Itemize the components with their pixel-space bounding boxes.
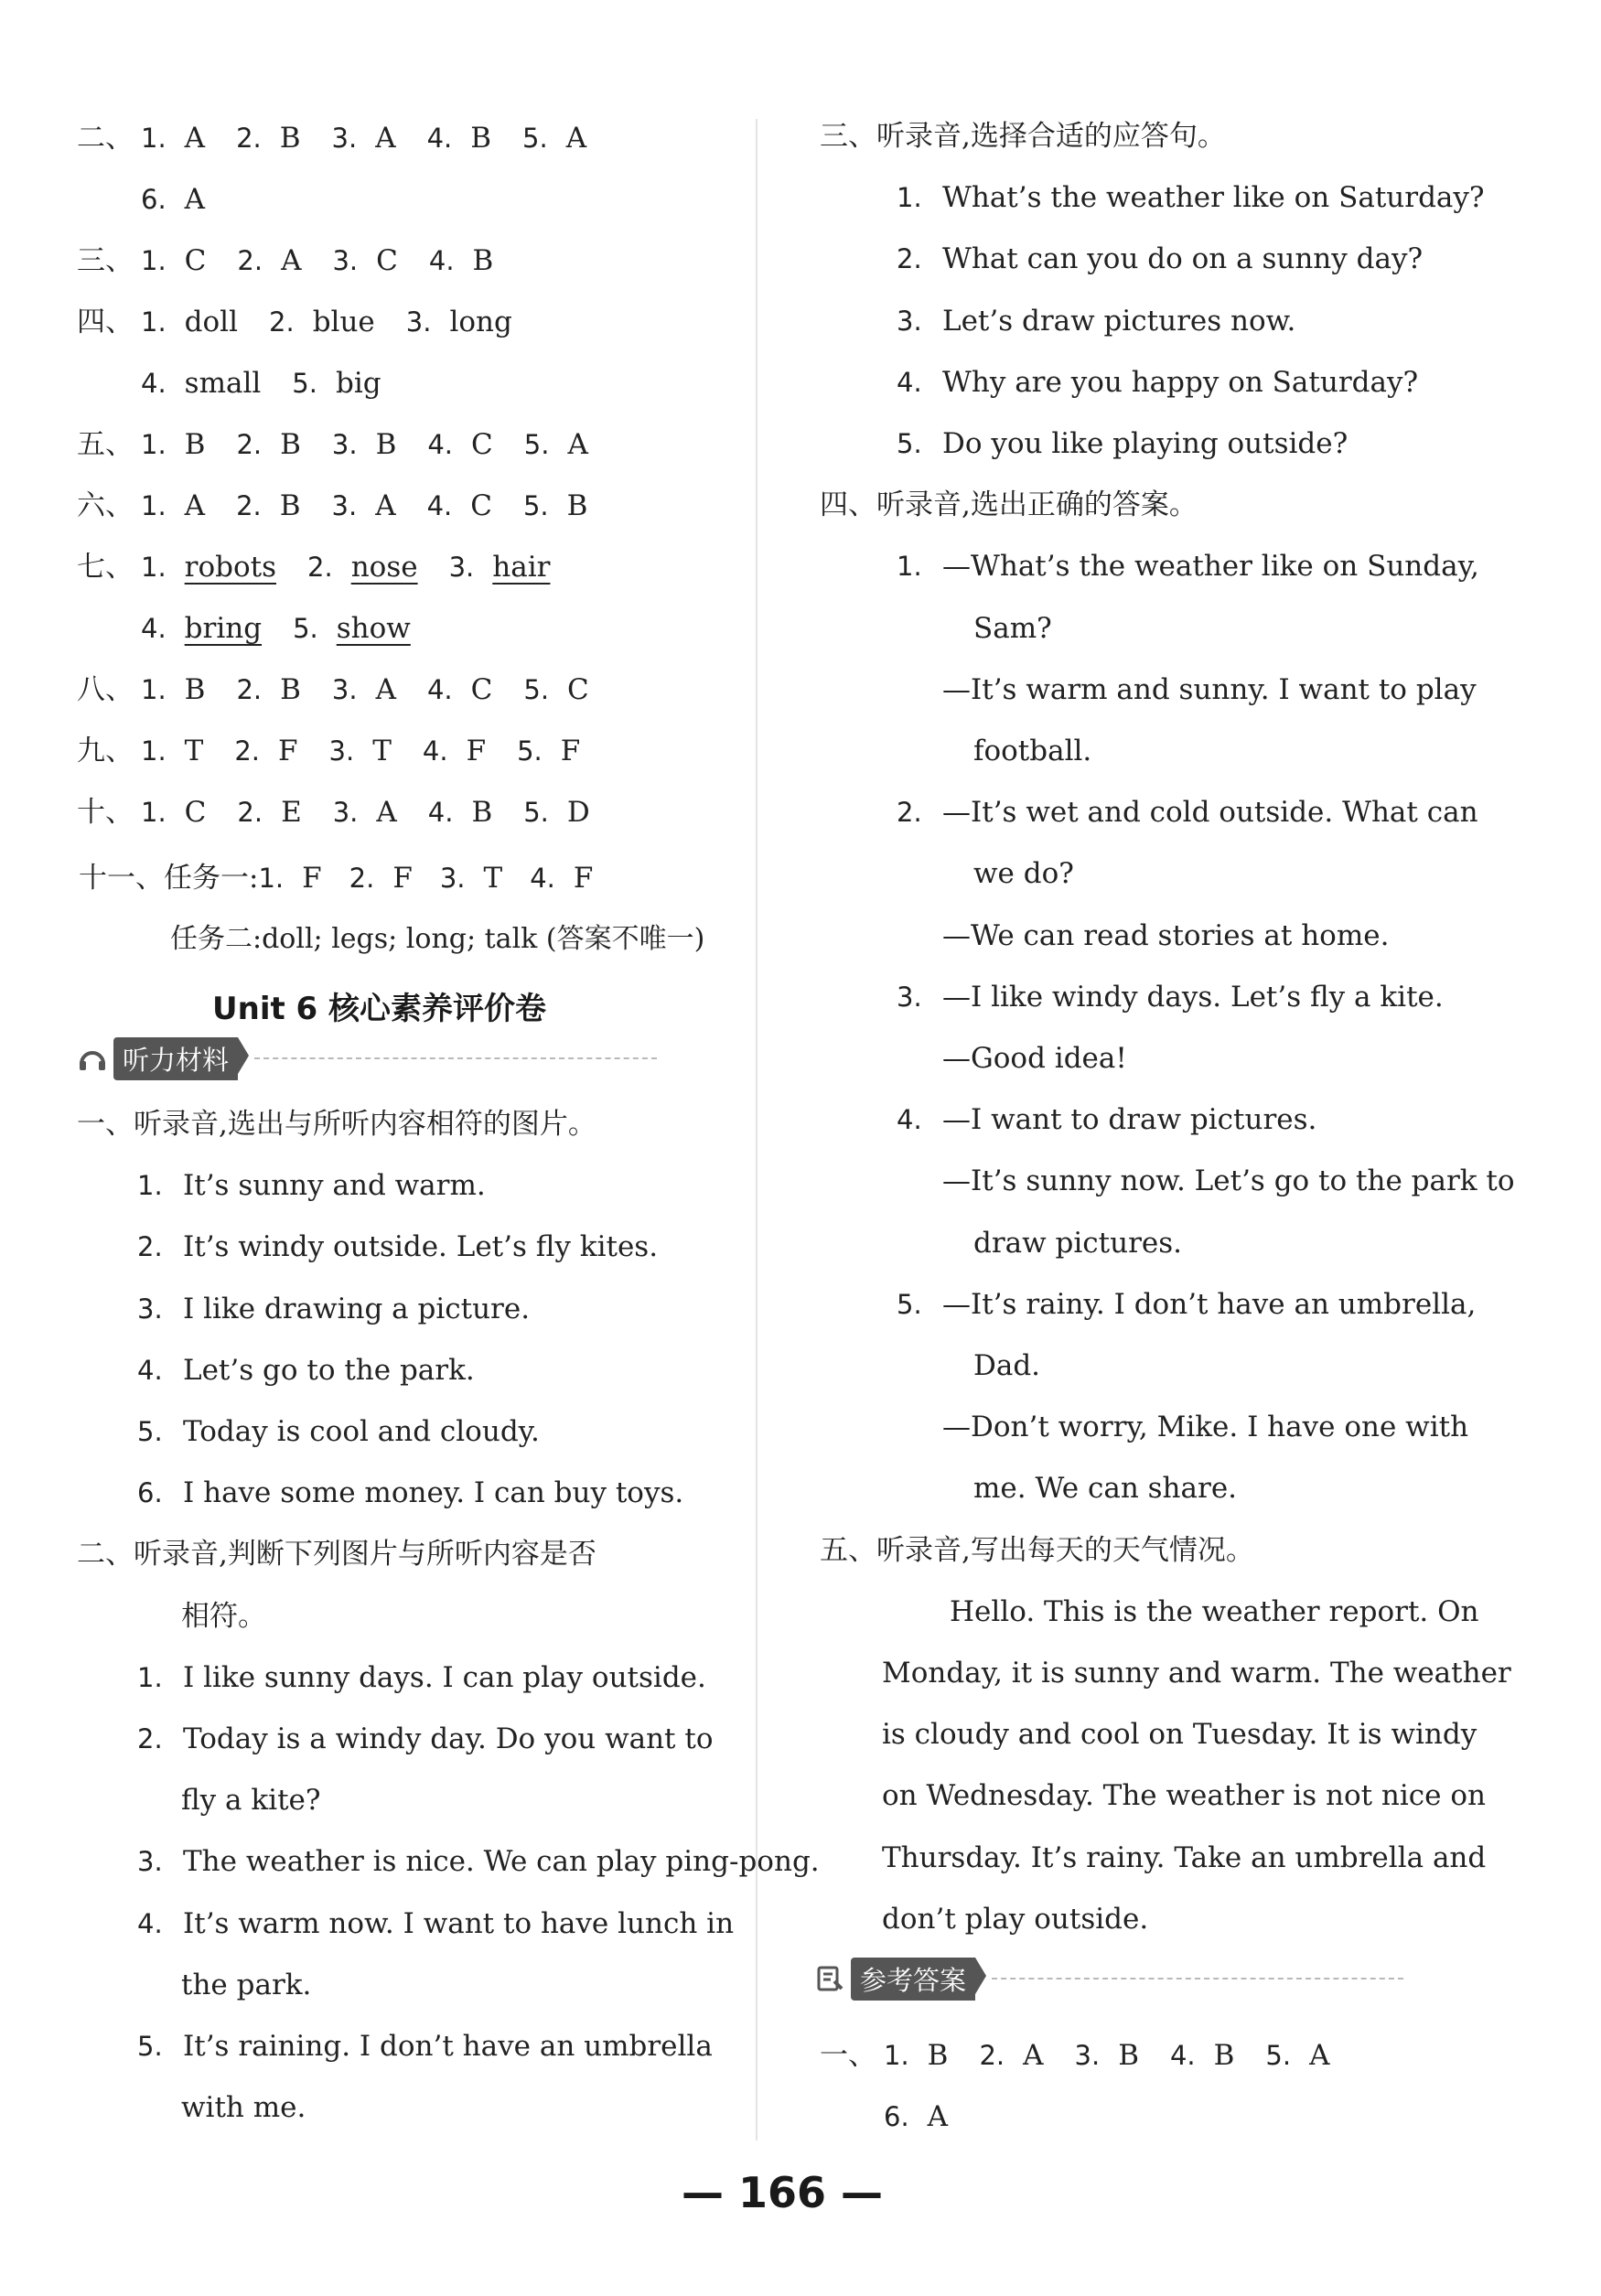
item-number: 5.	[137, 2031, 163, 2062]
dialogue-line: —Don’t worry, Mike. I have one with	[942, 1411, 1469, 1444]
item-number: 1.	[141, 429, 167, 460]
continuation-line: 相符。	[181, 1599, 266, 1633]
answer-item	[236, 124, 300, 153]
item-number: 3.	[332, 797, 359, 828]
list-item	[897, 427, 1348, 460]
item-number: 4.	[427, 429, 454, 460]
answer-value: C	[184, 244, 207, 277]
continuation-line: football.	[973, 735, 1092, 767]
answer-value: A	[565, 122, 587, 155]
item-number: 2.	[269, 306, 295, 338]
answer-row	[77, 796, 621, 829]
item-text: Do you like playing outside?	[942, 427, 1348, 460]
paragraph-line: on Wednesday. The weather is not nice on	[882, 1779, 1486, 1813]
answer-value: A	[1023, 2039, 1044, 2072]
answer-value: nose	[350, 551, 418, 584]
answer-value: C	[376, 244, 398, 277]
answer-item	[427, 124, 491, 153]
item-number: 3.	[331, 490, 358, 521]
item-number: 1.	[884, 2040, 909, 2071]
answer-item	[141, 489, 206, 522]
item-number: 4.	[897, 1104, 922, 1136]
dialogue-line: —It’s warm and sunny. I want to play	[942, 672, 1477, 706]
dialogue-line: —Good idea!	[942, 1042, 1127, 1075]
answer-value: B	[375, 428, 397, 461]
answer-item	[440, 864, 502, 893]
item-number: 3.	[331, 123, 358, 154]
answer-value: T	[483, 862, 503, 895]
listening-banner	[77, 1039, 657, 1078]
item-number: 2.	[236, 674, 263, 705]
item-number: 4.	[422, 735, 448, 767]
item-text: Today is a windy day. Do you want to	[183, 1722, 714, 1755]
answer-value: B	[472, 244, 494, 277]
item-text: It’s warm now. I want to have lunch in	[183, 1906, 735, 1940]
section-heading: 五、听录音,写出每天的天气情况。	[820, 1533, 1254, 1567]
answer-row	[884, 2100, 979, 2133]
item-text: —I want to draw pictures.	[942, 1103, 1317, 1137]
answer-item	[522, 489, 588, 522]
answer-value: C	[470, 489, 492, 522]
item-text: —What’s the weather like on Sunday,	[942, 550, 1479, 584]
answer-value: E	[281, 796, 302, 829]
section-label: 十一、	[79, 862, 164, 895]
answer-row	[141, 367, 413, 400]
item-text: I like drawing a picture.	[183, 1292, 531, 1325]
item-number: 2.	[897, 243, 922, 275]
item-text: What can you do on a sunny day?	[942, 242, 1424, 276]
answer-item	[141, 553, 276, 582]
item-number: 4.	[426, 674, 453, 705]
answer-item	[349, 864, 413, 893]
answer-banner-label: 参考答案	[851, 1958, 975, 2001]
list-item	[897, 365, 1419, 399]
answer-value: F	[392, 862, 413, 895]
answer-value: robots	[184, 551, 277, 584]
section-label: 九、	[77, 735, 134, 767]
answer-value: B	[927, 2039, 949, 2072]
dialogue-line: —We can read stories at home.	[942, 918, 1390, 952]
section-heading: 二、听录音,判断下列图片与所听内容是否	[77, 1538, 596, 1572]
answer-item	[884, 2039, 949, 2072]
list-item	[897, 1287, 1477, 1321]
list-item	[897, 796, 1478, 830]
item-text: Let’s draw pictures now.	[942, 304, 1296, 338]
item-number: 4.	[426, 123, 453, 154]
answer-item	[426, 489, 492, 522]
answer-row	[77, 737, 611, 766]
paragraph-line: don’t play outside.	[882, 1902, 1149, 1936]
answer-value: C	[184, 796, 207, 829]
item-number: 1.	[141, 490, 167, 521]
answer-item	[523, 673, 589, 706]
section-heading: 四、听录音,选出正确的答案。	[820, 488, 1198, 522]
answer-row	[77, 553, 581, 582]
item-number: 5.	[522, 123, 548, 154]
task-label: 任务一:	[164, 862, 259, 895]
continuation-line: fly a kite?	[181, 1784, 321, 1818]
answer-item	[423, 737, 486, 766]
item-text: I have some money. I can buy toys.	[183, 1476, 684, 1510]
answer-value: F	[302, 862, 322, 895]
answer-row	[820, 2039, 1360, 2072]
answer-item	[141, 796, 207, 829]
task-line-2: 任务二:doll; legs; long; talk (答案不唯一)	[170, 923, 705, 955]
answer-item	[1074, 2039, 1139, 2072]
answer-value: A	[1309, 2039, 1330, 2072]
item-number: 2.	[137, 1723, 163, 1754]
section-label: 三、	[77, 244, 134, 277]
answer-item	[332, 796, 397, 829]
answer-item	[141, 308, 238, 337]
answer-item	[141, 737, 203, 766]
answer-value: F	[573, 862, 594, 895]
item-text: Why are you happy on Saturday?	[942, 365, 1419, 399]
answer-value: C	[471, 428, 493, 461]
item-text: It’s raining. I don’t have an umbrella	[183, 2030, 713, 2063]
section-label: 二、	[77, 122, 134, 155]
answer-row	[77, 428, 619, 461]
item-number: 2.	[236, 123, 262, 154]
item-number: 4.	[428, 245, 455, 276]
section-label: 十、	[77, 796, 134, 829]
answer-value: B	[184, 673, 206, 706]
answer-item	[332, 124, 396, 153]
answer-item	[269, 308, 375, 337]
item-number: 3.	[137, 1293, 163, 1325]
answer-item	[406, 308, 512, 337]
item-number: 2.	[349, 863, 375, 894]
section-heading: 三、听录音,选择合适的应答句。	[820, 120, 1226, 153]
answer-value: long	[449, 306, 512, 338]
answer-item	[530, 864, 593, 893]
item-number: 1.	[141, 123, 167, 154]
item-text: What’s the weather like on Saturday?	[942, 181, 1485, 215]
answer-item	[329, 737, 392, 766]
listening-banner-label: 听力材料	[113, 1037, 238, 1080]
answer-value: D	[566, 796, 590, 829]
list-item	[137, 1722, 714, 1755]
continuation-line: Dad.	[973, 1349, 1041, 1382]
item-text: —It’s rainy. I don’t have an umbrella,	[942, 1287, 1477, 1321]
paragraph-line: is cloudy and cool on Tuesday. It is windy	[882, 1718, 1477, 1752]
answer-value: A	[375, 673, 396, 706]
item-number: 2.	[237, 797, 263, 828]
answer-value: B	[279, 122, 301, 155]
answer-value: A	[567, 428, 588, 461]
answer-value: B	[470, 122, 492, 155]
answer-row	[141, 183, 236, 216]
item-number: 4.	[530, 863, 555, 894]
item-number: 4.	[137, 1354, 163, 1386]
item-number: 1.	[141, 306, 167, 338]
answer-value: A	[184, 183, 206, 216]
list-item	[137, 1415, 540, 1448]
answer-item	[234, 737, 297, 766]
item-number: 5.	[897, 428, 922, 459]
item-number: 6.	[884, 2101, 909, 2132]
answer-item	[427, 428, 493, 461]
list-item	[897, 980, 1444, 1014]
list-item	[897, 181, 1485, 215]
item-number: 1.	[141, 797, 167, 828]
list-item	[137, 1292, 531, 1325]
notebook-icon	[814, 1963, 845, 1994]
answer-value: A	[184, 122, 206, 155]
item-text: Let’s go to the park.	[183, 1353, 475, 1387]
answer-value: doll	[184, 306, 239, 338]
banner-dashed-line	[254, 1057, 657, 1059]
item-number: 3.	[897, 981, 922, 1013]
list-item	[897, 304, 1296, 338]
item-number: 3.	[328, 735, 355, 767]
item-number: 2.	[234, 735, 261, 767]
item-number: 5.	[523, 429, 550, 460]
answer-row	[77, 489, 618, 522]
item-text: I like sunny days. I can play outside.	[183, 1660, 706, 1694]
answer-item	[236, 428, 301, 461]
answer-row	[141, 612, 442, 645]
answer-item	[523, 428, 588, 461]
item-number: 3.	[448, 552, 475, 583]
item-number: 4.	[141, 368, 167, 399]
item-number: 3.	[1074, 2040, 1101, 2071]
answer-item	[237, 244, 302, 277]
answer-row	[77, 673, 620, 706]
item-number: 5.	[293, 613, 318, 644]
answer-row	[77, 124, 618, 153]
answer-item	[141, 183, 206, 216]
item-number: 3.	[331, 429, 358, 460]
continuation-line: we do?	[973, 857, 1074, 891]
answer-item	[331, 489, 396, 522]
paragraph-line: Hello. This is the weather report. On	[950, 1594, 1479, 1628]
list-item	[897, 1103, 1317, 1137]
continuation-line: with me.	[181, 2091, 306, 2125]
answer-item	[979, 2039, 1044, 2072]
answer-item	[236, 673, 301, 706]
item-number: 1.	[141, 674, 167, 705]
item-number: 3.	[405, 306, 432, 338]
answer-value: small	[184, 367, 262, 400]
answer-value: F	[466, 735, 487, 767]
item-number: 5.	[292, 368, 317, 399]
list-item	[897, 550, 1479, 584]
section-label: 四、	[77, 306, 134, 338]
continuation-line: the park.	[181, 1968, 312, 2001]
item-number: 5.	[523, 797, 549, 828]
answer-item	[428, 244, 494, 277]
answer-value: B	[280, 428, 301, 461]
answer-item	[292, 367, 381, 400]
answer-item	[141, 428, 206, 461]
answer-item	[141, 612, 263, 645]
answer-row	[77, 244, 524, 277]
list-item	[137, 1353, 475, 1387]
list-item	[137, 1845, 820, 1879]
banner-dashed-line	[992, 1978, 1403, 1979]
item-number: 4.	[426, 490, 453, 521]
answer-item	[141, 244, 207, 277]
section-heading: 一、听录音,选出与所听内容相符的图片。	[77, 1108, 596, 1141]
answer-item	[307, 553, 418, 582]
answer-item	[427, 796, 493, 829]
answer-item	[236, 489, 301, 522]
unit-title: Unit 6 核心素养评价卷	[212, 991, 547, 1027]
answer-item	[141, 367, 262, 400]
item-text: Today is cool and cloudy.	[183, 1415, 540, 1448]
answer-item	[331, 428, 397, 461]
item-number: 3.	[332, 245, 359, 276]
headphones-icon	[77, 1043, 108, 1074]
answer-value: B	[1118, 2039, 1139, 2072]
answer-item	[141, 673, 206, 706]
answer-value: T	[184, 735, 204, 767]
answer-item	[884, 2100, 949, 2133]
answer-value: T	[372, 735, 392, 767]
item-number: 2.	[897, 797, 922, 829]
item-number: 6.	[141, 184, 167, 215]
answer-value: B	[280, 673, 301, 706]
item-number: 1.	[897, 551, 922, 583]
item-number: 2.	[236, 490, 262, 521]
answer-item	[141, 124, 205, 153]
item-number: 5.	[517, 735, 543, 767]
item-number: 2.	[236, 429, 263, 460]
item-number: 1.	[258, 863, 285, 894]
section-label: 八、	[77, 673, 134, 706]
continuation-line: Sam?	[973, 611, 1052, 645]
list-item	[137, 1476, 684, 1510]
item-number: 2.	[137, 1231, 163, 1263]
item-number: 1.	[137, 1661, 163, 1693]
paragraph-line: Thursday. It’s rainy. Take an umbrella and	[882, 1840, 1487, 1874]
item-text: It’s sunny and warm.	[183, 1169, 486, 1203]
list-item	[137, 1660, 706, 1694]
item-number: 2.	[307, 552, 333, 583]
item-number: 5.	[523, 674, 550, 705]
answer-value: A	[281, 244, 302, 277]
item-number: 4.	[897, 366, 922, 398]
dialogue-line: —It’s sunny now. Let’s go to the park to	[942, 1164, 1515, 1198]
answer-item	[426, 673, 493, 706]
answer-item	[293, 612, 411, 645]
answer-item	[523, 796, 590, 829]
item-number: 2.	[979, 2040, 1005, 2071]
answer-value: hair	[492, 551, 551, 584]
section-label: 五、	[77, 428, 134, 461]
answer-item	[258, 864, 321, 893]
item-number: 4.	[1169, 2040, 1196, 2071]
answer-value: blue	[312, 306, 375, 338]
answer-value: B	[566, 489, 588, 522]
answer-item	[1169, 2039, 1235, 2072]
list-item	[137, 1230, 659, 1264]
answer-value: B	[1213, 2039, 1235, 2072]
page-number: — 166 —	[682, 2168, 884, 2217]
answer-item	[331, 673, 396, 706]
answer-item	[522, 124, 586, 153]
item-number: 4.	[137, 1907, 163, 1939]
answer-value: C	[470, 673, 493, 706]
answer-item	[1265, 2039, 1330, 2072]
answer-value: A	[376, 796, 397, 829]
answer-item	[517, 737, 580, 766]
item-number: 5.	[897, 1288, 922, 1320]
item-number: 1.	[137, 1170, 163, 1202]
item-text: It’s windy outside. Let’s fly kites.	[183, 1230, 659, 1264]
item-text: —I like windy days. Let’s fly a kite.	[942, 980, 1444, 1014]
answer-value: big	[335, 367, 381, 400]
answer-value: B	[279, 489, 301, 522]
list-item	[137, 1169, 486, 1203]
answer-banner	[814, 1959, 1403, 1998]
answer-row	[77, 308, 543, 337]
task-line-1	[79, 864, 620, 893]
answer-item	[449, 553, 551, 582]
answer-value: B	[471, 796, 493, 829]
answer-item	[237, 796, 302, 829]
answer-value: A	[375, 489, 396, 522]
answer-value: A	[375, 122, 396, 155]
section-label: 一、	[820, 2039, 876, 2072]
list-item	[137, 2030, 713, 2063]
column-divider	[756, 119, 758, 2140]
item-number: 3.	[897, 305, 922, 337]
answer-value: A	[927, 2100, 949, 2133]
item-number: 1.	[141, 735, 167, 767]
answer-value: A	[184, 489, 206, 522]
answer-value: show	[336, 612, 411, 645]
answer-item	[332, 244, 398, 277]
item-text: —It’s wet and cold outside. What can	[942, 796, 1478, 830]
item-number: 3.	[331, 674, 358, 705]
continuation-line: me. We can share.	[973, 1472, 1238, 1506]
item-number: 1.	[141, 245, 167, 276]
answer-value: B	[184, 428, 206, 461]
list-item	[897, 242, 1424, 276]
answer-value: F	[278, 735, 298, 767]
item-number: 4.	[141, 613, 167, 644]
item-number: 5.	[522, 490, 549, 521]
answer-value: F	[560, 735, 581, 767]
item-number: 3.	[137, 1846, 163, 1878]
paragraph-line: Monday, it is sunny and warm. The weather	[882, 1657, 1511, 1690]
item-number: 1.	[897, 182, 922, 214]
item-number: 3.	[439, 863, 466, 894]
continuation-line: draw pictures.	[973, 1226, 1183, 1260]
item-number: 5.	[137, 1416, 163, 1447]
item-number: 2.	[237, 245, 263, 276]
section-label: 六、	[77, 489, 134, 522]
section-label: 七、	[77, 551, 134, 584]
item-number: 1.	[141, 552, 167, 583]
item-text: The weather is nice. We can play ping-pong.	[183, 1845, 820, 1879]
item-number: 5.	[1265, 2040, 1292, 2071]
answer-value: C	[567, 673, 589, 706]
list-item	[137, 1906, 735, 1940]
answer-value: bring	[184, 612, 263, 645]
item-number: 4.	[427, 797, 454, 828]
item-number: 6.	[137, 1477, 163, 1509]
